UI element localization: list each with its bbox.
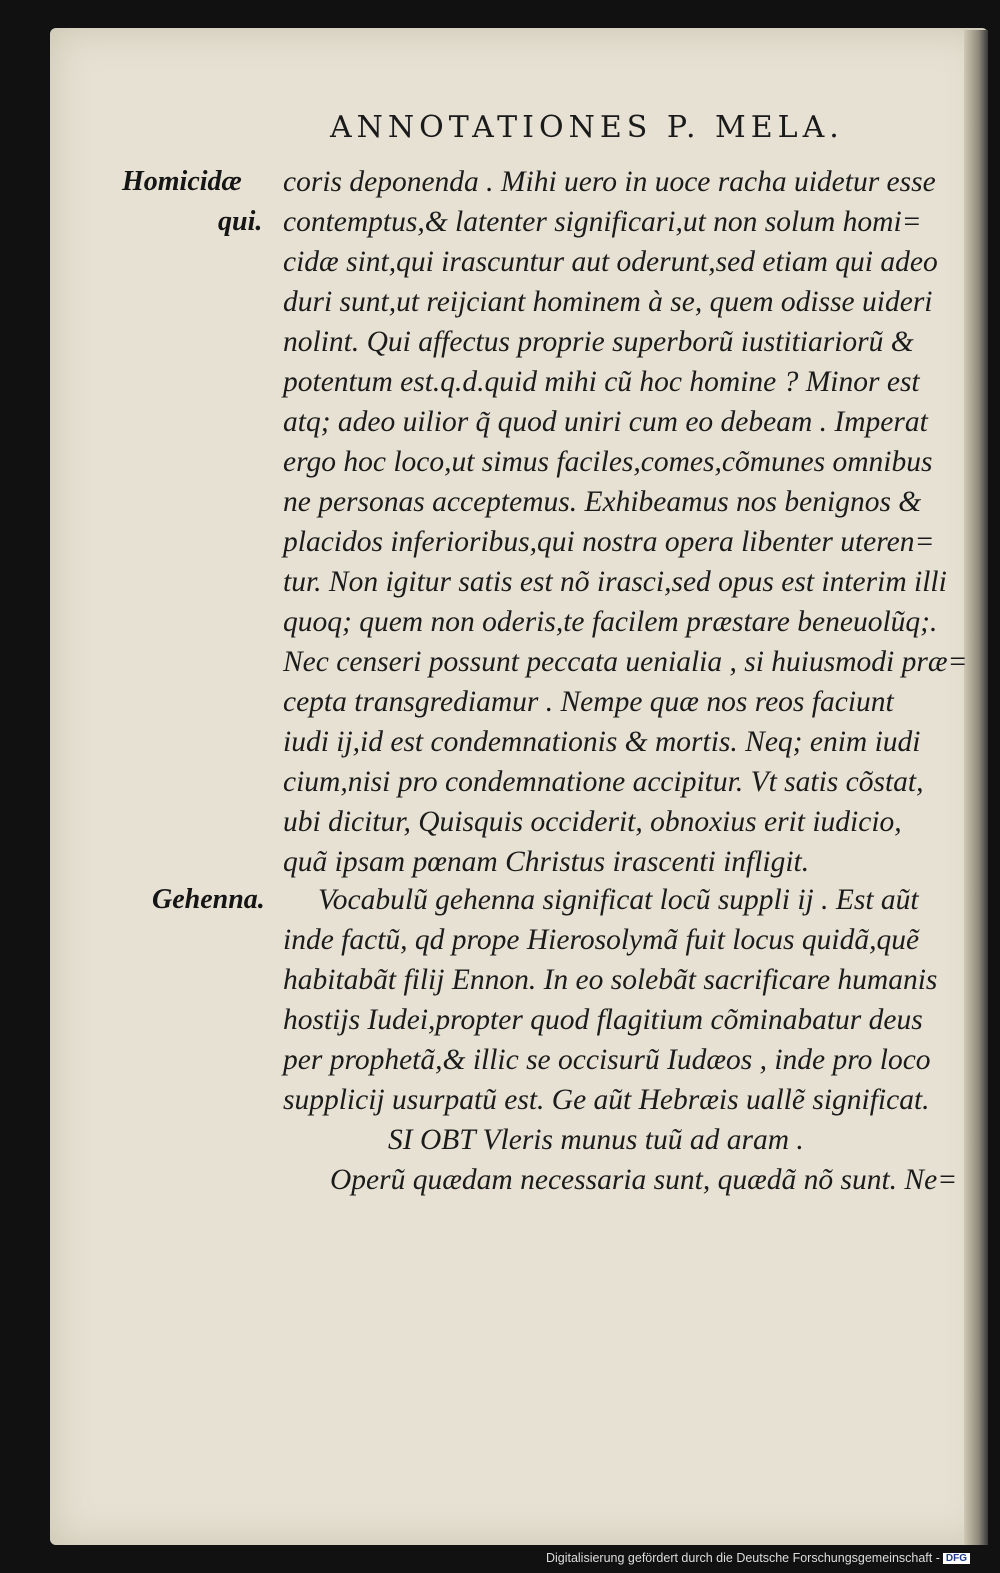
footer-text: Digitalisierung gefördert durch die Deutsche Forschungsgemeinschaft - — [545, 1551, 940, 1565]
text-line-18: quã ipsam pœnam Christus irascenti infligit. — [283, 846, 810, 878]
text-line-16: cium,nisi pro condemnatione accipitur. Vt satis cõstat, — [283, 766, 924, 798]
text-line-1: coris deponenda . Mihi uero in uoce racha uidetur esse — [283, 166, 936, 198]
text-line-9: ne personas acceptemus. Exhibeamus nos benignos & — [283, 486, 922, 518]
text-line-4: duri sunt,ut reijciant hominem à se, quem odisse uideri — [283, 286, 933, 318]
text-line-6: potentum est.q.d.quid mihi cũ hoc homine ? Minor est — [283, 366, 920, 398]
dfg-logo: DFG — [943, 1553, 970, 1564]
page-spine-edge — [964, 30, 988, 1545]
text-line-20: inde factũ, qd prope Hierosolymã fuit locus quidã,quẽ — [283, 924, 920, 956]
text-line-5: nolint. Qui affectus proprie superborũ iustitiariorũ & — [283, 326, 914, 358]
text-line-24: supplicij usurpatũ est. Ge aũt Hebræis uallẽ significat. — [283, 1084, 930, 1116]
text-line-11: tur. Non igitur satis est nõ irasci,sed opus est interim illi — [283, 566, 947, 598]
text-line-3: cidæ sint,qui irascuntur aut oderunt,sed etiam qui adeo — [283, 246, 938, 278]
text-line-14: cepta transgrediamur . Nempe quæ nos reos faciunt — [283, 686, 894, 718]
margin-note-gehenna: Gehenna. — [152, 884, 265, 915]
digitization-credit — [546, 1551, 970, 1565]
running-header: ANNOTATIONES P. MELA. — [330, 110, 844, 145]
text-line-7: atq; adeo uilior q̃ quod uniri cum eo debeam . Imperat — [283, 406, 928, 438]
text-line-19: Vocabulũ gehenna significat locũ suppli ij . Est aũt — [318, 884, 919, 916]
text-line-26: Operũ quædam necessaria sunt, quædã nõ sunt. Ne= — [330, 1164, 958, 1196]
text-line-8: ergo hoc loco,ut simus faciles,comes,cõmunes omnibus — [283, 446, 933, 478]
section-heading-si-obtuleris: SI OBT Vleris munus tuũ ad aram . — [388, 1124, 804, 1156]
text-line-15: iudi ij,id est condemnationis & mortis. Neq; enim iudi — [283, 726, 921, 758]
text-line-21: habitabãt filij Ennon. In eo solebãt sacrificare humanis — [283, 964, 938, 996]
margin-note-qui: qui. — [218, 206, 263, 237]
text-line-17: ubi dicitur, Quisquis occiderit, obnoxius erit iudicio, — [283, 806, 902, 838]
text-line-22: hostijs Iudei,propter quod flagitium cõminabatur deus — [283, 1004, 923, 1036]
text-line-13: Nec censeri possunt peccata uenialia , si huiusmodi præ= — [283, 646, 968, 678]
text-line-23: per prophetã,& illic se occisurũ Iudæos , inde pro loco — [283, 1044, 931, 1076]
text-line-12: quoq; quem non oderis,te facilem præstare beneuolũq;. — [283, 606, 938, 638]
text-line-10: placidos inferioribus,qui nostra opera libenter uteren= — [283, 526, 935, 558]
text-line-2: contemptus,& latenter significari,ut non solum homi= — [283, 206, 922, 238]
margin-note-homicidae: Homicidæ — [122, 166, 242, 197]
